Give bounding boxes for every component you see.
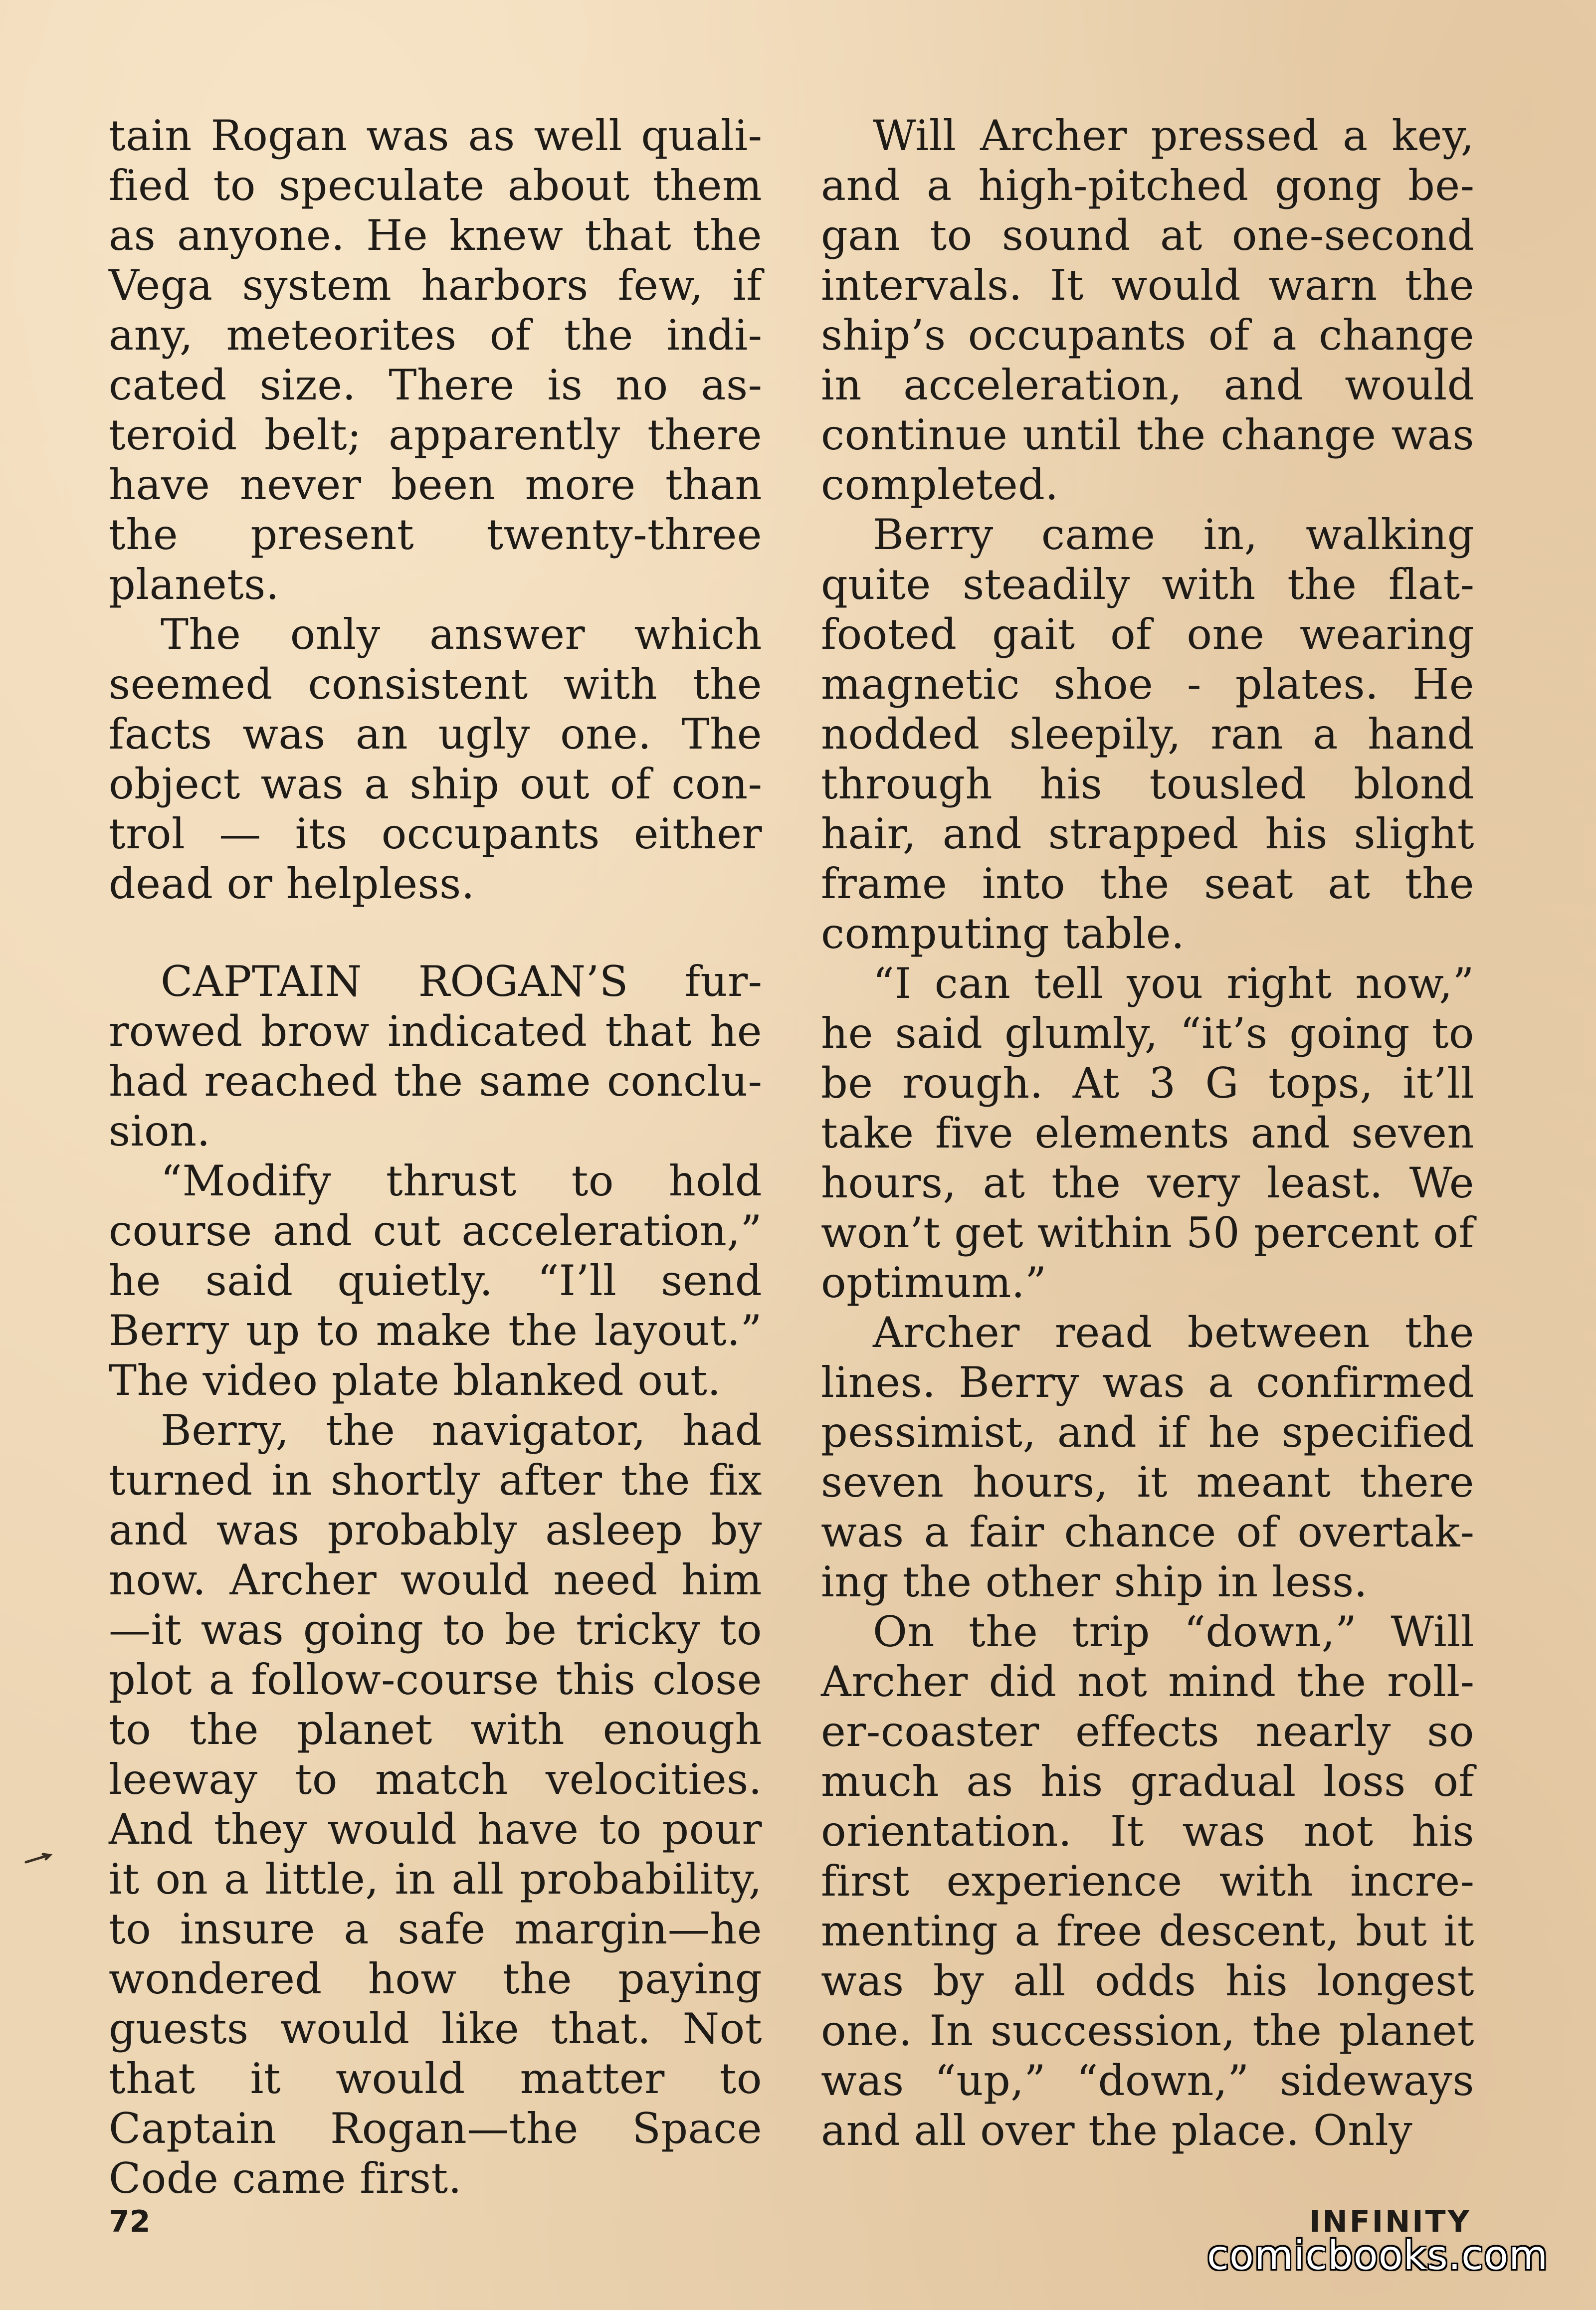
stray-pen-mark [24,1852,54,1864]
paragraph: “Modify thrust to hold course and cut acceleration,” he said quietly. “I’ll send Berry up to make the layout.” The video plate blanked out. [109,1156,762,1405]
page-number: 72 [109,2204,151,2239]
paragraph: Berry came in, walking quite steadily with the flatfooted gait of one wearing magnetic shoe - plates. He nodded sleepily, ran a hand through his tousled blond hair, and strapped his slight frame into the seat at the computing table. [821,510,1474,958]
section-opening-paragraph: CAPTAIN ROGAN’S furrowed brow indicated that he had reached the same conclusion. [109,957,762,1155]
paragraph: Archer read between the lines. Berry was a confirmed pessimist, and if he specified seven hours, it meant there was a fair chance of overtaking the other ship in less. [821,1308,1474,1606]
right-column [821,111,1474,2155]
left-column [109,111,762,2203]
paragraph: The only answer which seemed consistent with the facts was an ugly one. The object was a ship out of control — its occupants either dead or helpless. [109,610,762,908]
paragraph: Berry, the navigator, had turned in shortly after the fix and was probably asleep by now. Archer would need him —it was going to be tricky to plot a follow-course this close to the planet with enough leeway to match velocities. And they would have to pour it on a little, in all probability, to insure a safe margin—he wondered how the paying guests would like that. Not that it would matter to Captain Rogan—the Space Code came first. [109,1406,762,2203]
paragraph: “I can tell you right now,” he said glumly, “it’s going to be rough. At 3 G tops, it’ll take five elements and seven hours, at the very least. We won’t get within 50 percent of optimum.” [821,959,1474,1307]
site-watermark: comicbooks.com [1206,2232,1548,2279]
paragraph: Will Archer pressed a key, and a high-pitched gong began to sound at one-second intervals. It would warn the ship’s occupants of a change in acceleration, and would continue until the change was completed. [821,111,1474,509]
paragraph: On the trip “down,” Will Archer did not mind the roller-coaster effects nearly so much as his gradual loss of orientation. It was not his first experience with incrementing a free descent, but it was by all odds his longest one. In succession, the planet was “up,” “down,” sideways and all over the place. Only [821,1607,1474,2155]
magazine-name: INFINITY [1309,2204,1471,2239]
paragraph: tain Rogan was as well qualified to speculate about them as anyone. He knew that the Vega system harbors few, if any, meteorites of the indicated size. There is no asteroid belt; apparently there have never been more than the present twenty-three planets. [109,111,762,609]
